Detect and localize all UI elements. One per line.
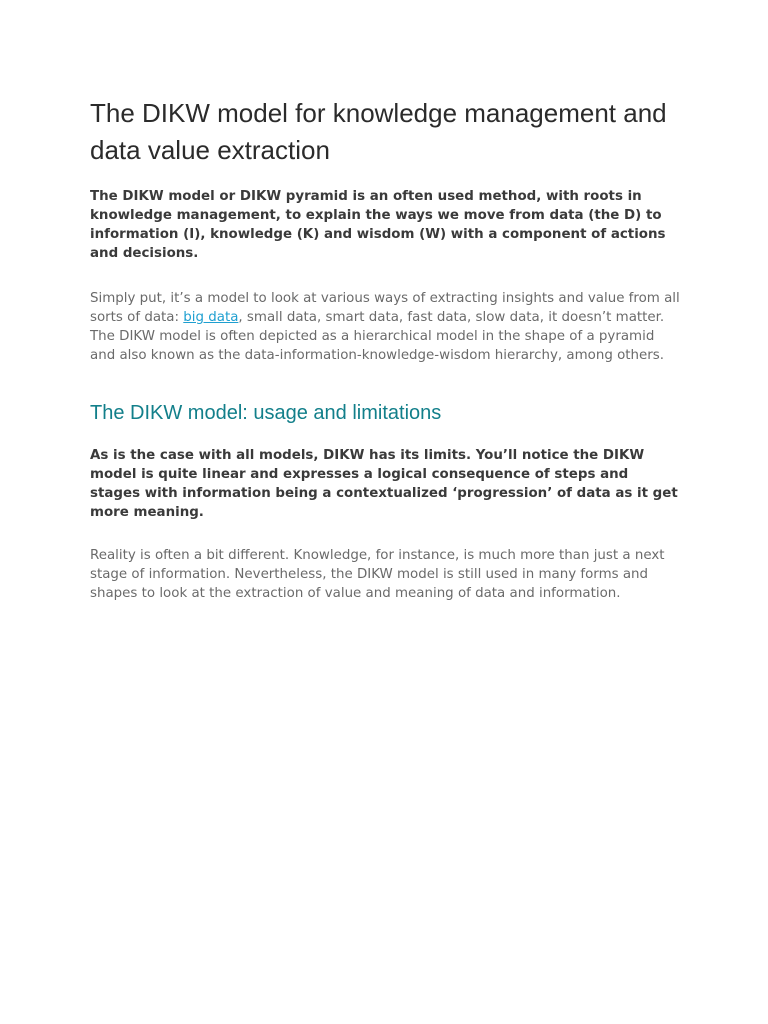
body-paragraph-1 bbox=[90, 289, 680, 365]
article bbox=[90, 95, 680, 603]
paragraph-1-text-after-link: , small data, smart data, fast data, slow data, it doesn’t matter. The DIKW model is often depicted as a hierarchical model in the shape of a pyramid and also known as the data-information-knowledge-wisdom hierarchy, among others. bbox=[90, 310, 665, 363]
section-heading: The DIKW model: usage and limitations bbox=[90, 402, 442, 424]
big-data-link[interactable]: big data bbox=[183, 310, 239, 325]
paragraph-1-text-before-link: Simply put, it’s a model to look at various ways of extracting insights and value from all sorts of data: bbox=[90, 291, 680, 325]
page-title: The DIKW model for knowledge management and data value extraction bbox=[90, 98, 667, 165]
section-intro-paragraph: As is the case with all models, DIKW has its limits. You’ll notice the DIKW model is quite linear and expresses a logical consequence of steps and stages with information being a contextualized ‘progression’ of data as it get more meaning. bbox=[90, 448, 678, 520]
body-paragraph-2: Reality is often a bit different. Knowledge, for instance, is much more than just a next stage of information. Nevertheless, the DIKW model is still used in many forms and shapes to look at the extraction of value and meaning of data and information. bbox=[90, 548, 665, 601]
intro-paragraph: The DIKW model or DIKW pyramid is an often used method, with roots in knowledge management, to explain the ways we move from data (the D) to information (I), knowledge (K) and wisdom (W) with a component of actions and decisions. bbox=[90, 189, 666, 261]
